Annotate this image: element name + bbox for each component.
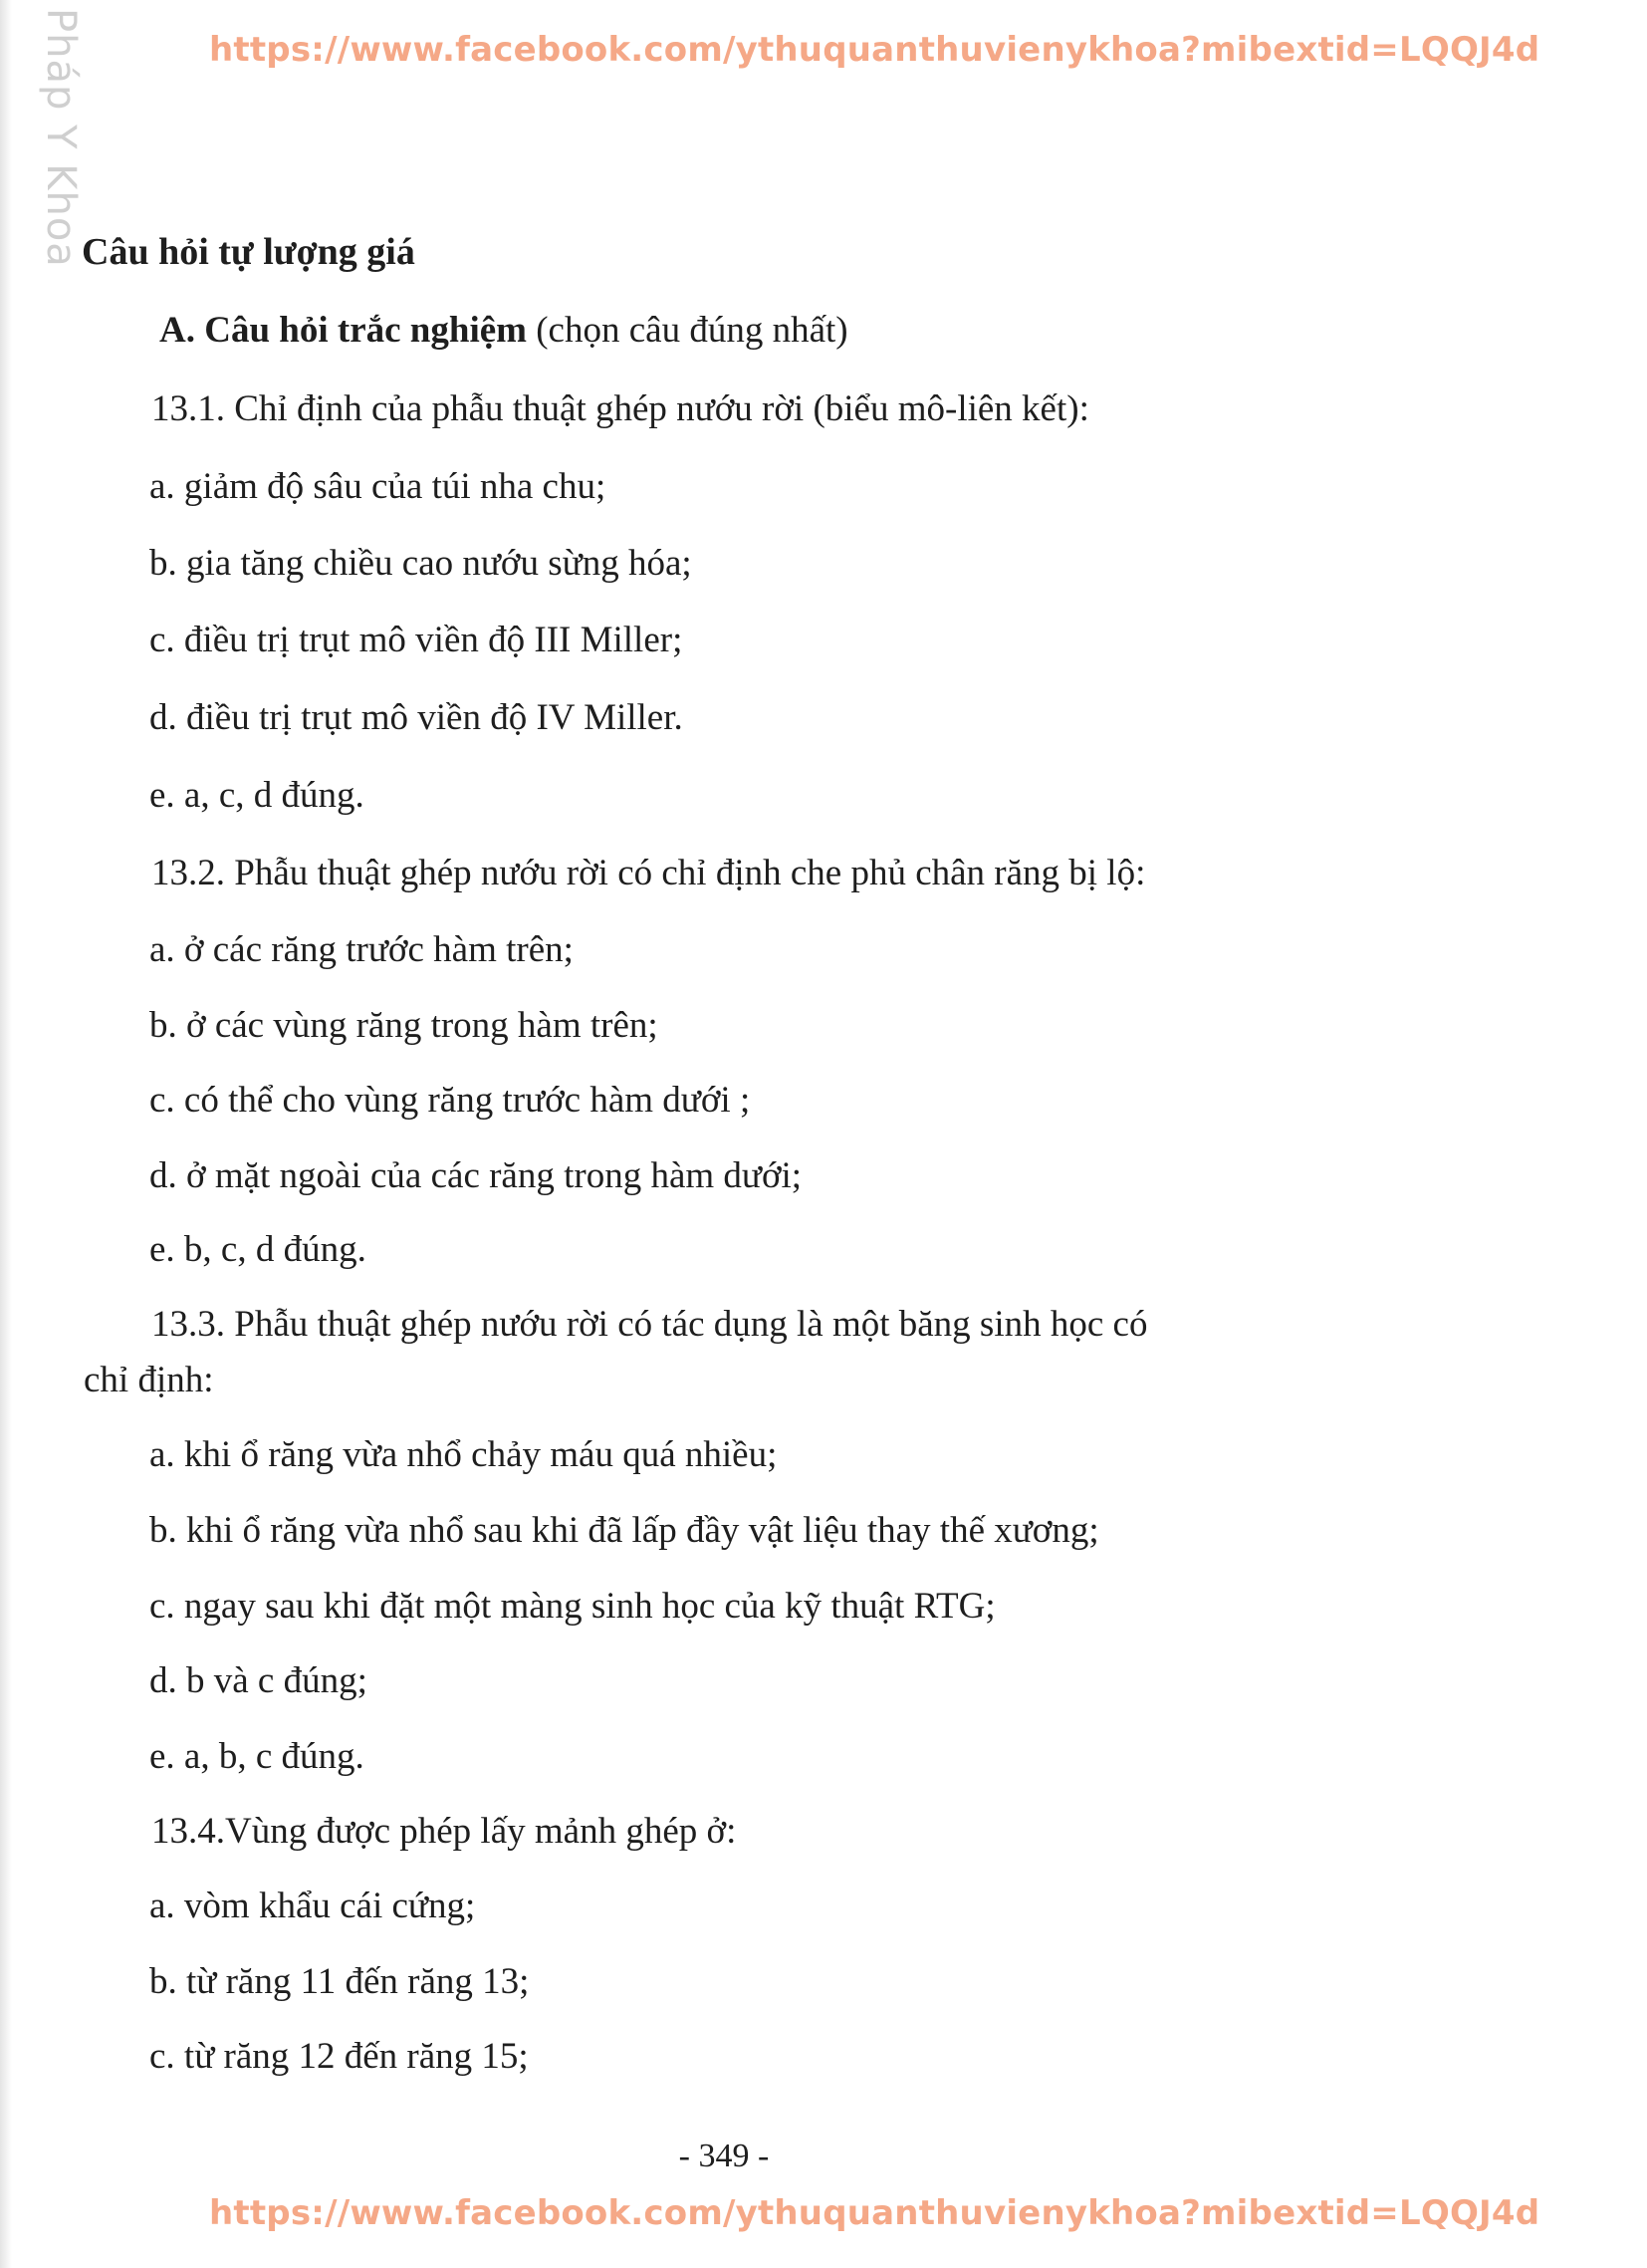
question-option: a. giảm độ sâu của túi nha chu; xyxy=(149,466,606,507)
section-title: Câu hỏi tự lượng giá xyxy=(82,231,415,273)
question-stem: 13.2. Phẫu thuật ghép nướu rời có chỉ định che phủ chân răng bị lộ: xyxy=(151,853,1146,893)
side-watermark: Pháp Y Khoa xyxy=(38,8,84,268)
question-option: e. a, c, d đúng. xyxy=(149,775,364,816)
subsection-heading: A. Câu hỏi trắc nghiệm xyxy=(159,310,527,351)
question-option: c. ngay sau khi đặt một màng sinh học của kỹ thuật RTG; xyxy=(149,1586,996,1627)
subsection-note: (chọn câu đúng nhất) xyxy=(536,310,848,351)
question-stem-continuation: chỉ định: xyxy=(84,1360,214,1400)
question-option: c. từ răng 12 đến răng 15; xyxy=(149,2036,529,2077)
question-option: d. ở mặt ngoài của các răng trong hàm dưới; xyxy=(149,1155,803,1196)
question-option: d. điều trị trụt mô viền độ IV Miller. xyxy=(149,697,683,738)
question-option: a. khi ổ răng vừa nhổ chảy máu quá nhiều; xyxy=(149,1434,778,1475)
question-option: c. điều trị trụt mô viền độ III Miller; xyxy=(149,620,683,660)
subsection-title xyxy=(159,311,848,352)
question-option: b. ở các vùng răng trong hàm trên; xyxy=(149,1005,658,1046)
question-stem: 13.4.Vùng được phép lấy mảnh ghép ở: xyxy=(151,1811,737,1852)
facebook-link-bottom[interactable]: https://www.facebook.com/ythuquanthuvienykhoa?mibextid=LQQJ4d xyxy=(209,2193,1540,2233)
question-option: e. a, b, c đúng. xyxy=(149,1736,364,1777)
question-option: e. b, c, d đúng. xyxy=(149,1229,366,1270)
question-option: d. b và c đúng; xyxy=(149,1660,367,1701)
facebook-link-top[interactable]: https://www.facebook.com/ythuquanthuvienykhoa?mibextid=LQQJ4d xyxy=(209,30,1540,70)
question-stem: 13.1. Chỉ định của phẫu thuật ghép nướu rời (biểu mô-liên kết): xyxy=(151,388,1089,429)
question-option: a. vòm khẩu cái cứng; xyxy=(149,1886,476,1926)
page-number: - 349 - xyxy=(678,2138,770,2174)
question-option: b. gia tăng chiều cao nướu sừng hóa; xyxy=(149,543,692,584)
question-option: b. từ răng 11 đến răng 13; xyxy=(149,1961,530,2002)
question-stem: 13.3. Phẫu thuật ghép nướu rời có tác dụng là một băng sinh học có xyxy=(151,1304,1148,1345)
question-option: c. có thể cho vùng răng trước hàm dưới ; xyxy=(149,1080,751,1121)
question-option: a. ở các răng trước hàm trên; xyxy=(149,929,574,970)
question-option: b. khi ổ răng vừa nhổ sau khi đã lấp đầy vật liệu thay thế xương; xyxy=(149,1510,1099,1551)
